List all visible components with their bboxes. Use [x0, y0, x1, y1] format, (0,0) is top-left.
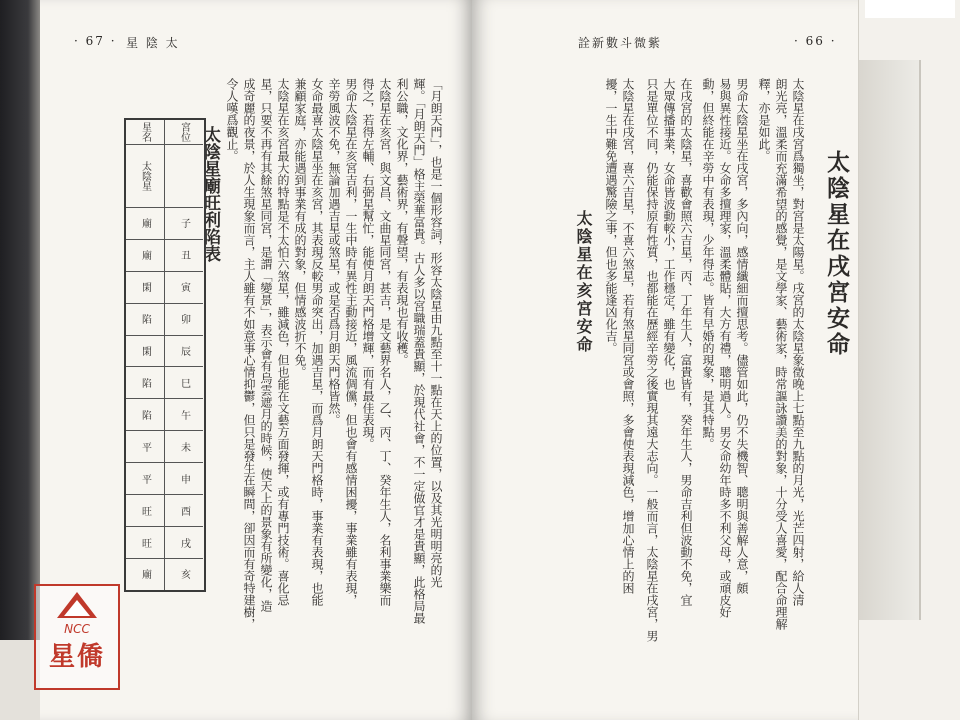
chart-palace: 卯: [165, 304, 203, 336]
section-title: 太陰星在亥宮安命: [574, 210, 593, 354]
body-column: 在戌宮的太陰星，喜歡會照六吉星，丙、丁年生人，富貴皆有，癸年生人，男命吉利但波動不免，宜: [679, 78, 693, 606]
palace-state-chart: [124, 118, 206, 592]
body-column: 辛勞風波不免，無論加遇吉星或煞星，或是否爲月朗天門格皆然。: [327, 78, 341, 426]
body-column: 易與異性接近。女命多擅理家，溫柔體貼，大方有禮，聰明過人。男女命幼年時多不利父母，或頑皮好: [718, 78, 732, 618]
chart-palace: 寅: [165, 272, 203, 304]
chart-state: 閑: [126, 272, 164, 304]
chart-state: 陷: [126, 367, 164, 399]
left-running-title: 星 陰 太: [126, 36, 180, 50]
body-column: 只是單位不同，仍能保持原有性質，也都能在歷經辛勞之後實現其遠大志向。一般而言，太陰星在戌宮，男: [645, 78, 659, 642]
chart-state: 旺: [126, 527, 164, 559]
chart-palace: 申: [165, 463, 203, 495]
body-column: 釋，亦是如此。: [757, 78, 771, 162]
body-column: 星，只要不再有其餘煞星同宮，是謂「變景」，表示會有烏雲遮月的時候，使天上的景象有所變化，造: [259, 78, 273, 612]
chart-state: 廟: [126, 240, 164, 272]
chart-palace: 亥: [178, 569, 190, 580]
body-column: 令人嘆爲觀止。: [225, 78, 239, 162]
body-column: 女命最喜太陰星坐在亥宮，其表現反較男命突出，加遇吉星，而爲月朗天門格時，事業有表現，也能: [310, 78, 324, 606]
body-column: 太陰星在亥宮最大的特點是不太怕六煞星，雖減色，但也能在文藝方面發揮，或有專門技術。喜化忌: [276, 78, 290, 606]
body-column: 動，但終能在辛勞中有表現，少年得志。皆有早婚的現象，是其特點。: [701, 78, 715, 450]
chart-palace: 子: [165, 208, 203, 240]
chart-palace: 酉: [165, 495, 203, 527]
body-column: 擾，一生中難免遭遇驚險之事，但也多能逢凶化吉。: [604, 78, 618, 354]
right-running-title: 詮新數斗微紫: [578, 36, 663, 50]
body-column: 男命太陰星坐在戌宮，多內向，感情纖細而擅思考。儘管如此，仍不失機智、聰明與善解人意，頗: [735, 78, 749, 594]
chart-title: 太陰星廟旺利陷表: [200, 126, 220, 262]
triangle-logo-icon: [57, 592, 97, 618]
chart-star-name: 太陰星: [126, 145, 164, 208]
right-page-number: · 66 ·: [794, 34, 837, 48]
sheet-edge: [865, 0, 955, 18]
body-column: 兼顧家庭，亦能遇到事業有成的對象，但情感波折不免。: [293, 78, 307, 378]
chart-state-column: [126, 120, 164, 590]
body-column: 利公職，文化界，藝術界，有聲望，有表現也有收穫。: [395, 78, 409, 366]
chart-palace: 午: [165, 399, 203, 431]
right-page: [472, 0, 872, 720]
chart-state: 陷: [126, 399, 164, 431]
body-column: 輝。「月朗天門」格主榮華富貴。古人多以宮職瑞蓋貴顯，於現代社會，不一定做官才是貴顯，此格局最: [412, 78, 426, 624]
chart-palace: 辰: [165, 336, 203, 368]
chart-state: 平: [126, 431, 164, 463]
book-spine: [0, 0, 40, 640]
chart-state: 閑: [126, 336, 164, 368]
chart-state: 旺: [126, 495, 164, 527]
body-column: 大眾傳播事業，女命皆波動較小，工作穩定，雖有變化，也: [662, 78, 676, 390]
stamp-line2: 星僑: [48, 642, 105, 672]
chart-state: 陷: [126, 304, 164, 336]
body-column: 朗光亮，溫柔而充滿希望的感覺，是文學家、藝術家，時常謳詠讚美的對象，十分受人喜愛，配合命理解: [774, 78, 788, 630]
body-column: 太陰星在亥宮，與文昌、文曲星同宮，甚吉，是文藝界名人，乙、丙、丁、癸年生人，名利事業樂而: [378, 78, 392, 606]
body-column: 太陰星在戌宮爲獨坐，對宮是太陽星。戌宮的太陰星象徵晚上七點至九點的月光，光芒四射，給人清: [791, 78, 805, 606]
torn-page-strip: [859, 60, 921, 620]
section-title: 太陰星在戌宮安命: [823, 150, 849, 358]
chart-state: 平: [126, 463, 164, 495]
chart-palace-column: [164, 120, 203, 590]
body-column: 太陰星在戌宮，喜六吉星，不喜六煞星，若有煞星同宮或會照，多會使表現減色，增加心情上的困: [621, 78, 635, 594]
body-column: 「月朗天門」，也是一個形容詞，形容太陰星由九點至十一點在天上的位置，以及其光明明亮的光: [429, 78, 443, 588]
body-column: 成奇麗的夜景，於人生現象而言，主人雖有不如意事心情抑鬱，但只是發生在瞬間，卻因而有奇特建樹，: [242, 78, 256, 630]
chart-palace: 戌: [165, 527, 203, 559]
adjacent-sheet: [858, 0, 960, 720]
body-column: 男命太陰星在亥宮吉利，一生中時有異性主動接近，風流倜儻，但也會有感情困擾，事業雖有表現，: [344, 78, 358, 606]
body-column: 得之，若得左輔、右弼星幫忙，能使月朗天門格增輝，而有最佳表現。: [361, 78, 375, 450]
ncc-watermark-stamp: [34, 584, 120, 690]
chart-state: 廟: [126, 208, 164, 240]
chart-palace: 未: [165, 431, 203, 463]
left-page-number: · 67 ·: [74, 34, 117, 48]
chart-palace: 巳: [165, 367, 203, 399]
chart-palace: 丑: [165, 240, 203, 272]
chart-blank: [165, 145, 203, 208]
chart-state: 廟: [139, 569, 151, 580]
chart-header-star: 星名: [126, 120, 164, 145]
chart-header-palace: 宮位: [165, 120, 203, 145]
stamp-line1: NCC: [64, 622, 90, 636]
